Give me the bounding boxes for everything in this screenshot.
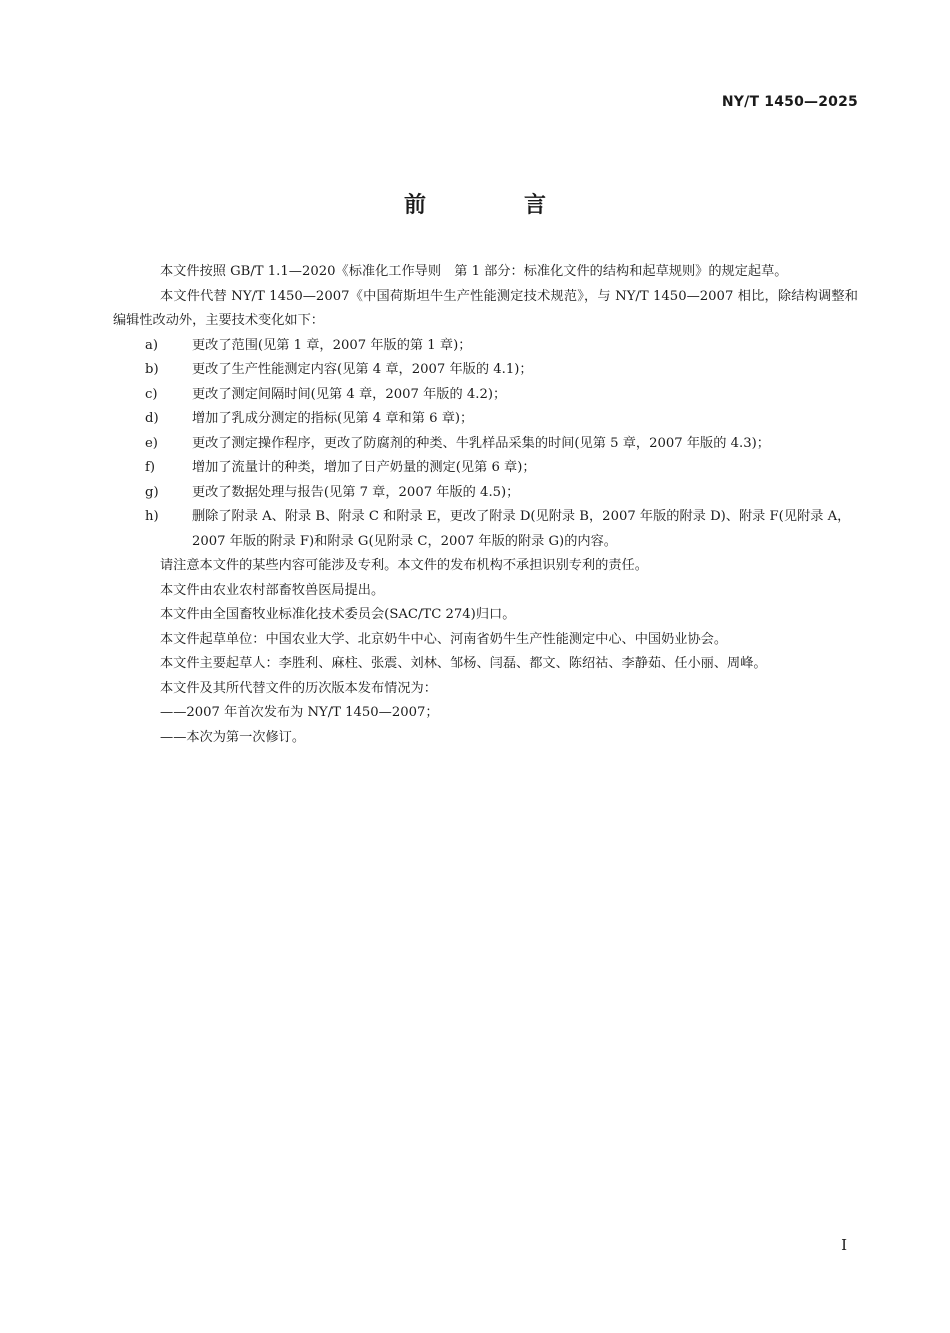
list-marker: a) bbox=[145, 337, 159, 353]
list-marker: b) bbox=[145, 362, 159, 377]
list-item bbox=[113, 505, 858, 554]
list-marker: d) bbox=[145, 411, 159, 426]
paragraph-history-intro: 本文件及其所代替文件的历次版本发布情况为： bbox=[160, 680, 437, 696]
paragraph-proposer: 本文件由农业农村部畜牧兽医局提出。 bbox=[160, 582, 385, 598]
standard-code: NY/T 1450—2025 bbox=[721, 94, 858, 110]
foreword-body bbox=[113, 260, 858, 750]
history-entry: ——2007 年首次发布为 NY/T 1450—2007； bbox=[160, 705, 439, 720]
list-marker: e) bbox=[145, 435, 158, 451]
list-marker: g) bbox=[145, 484, 159, 500]
paragraph-drafting-rules: 本文件按照 GB/T 1.1—2020《标准化工作导则 第 1 部分：标准化文件的结构和起草规则》的规定起草。 bbox=[160, 264, 788, 279]
list-marker: c) bbox=[145, 386, 158, 402]
list-item bbox=[113, 456, 858, 481]
list-item bbox=[113, 432, 858, 457]
list-item-text: 增加了流量计的种类，增加了日产奶量的测定(见第 6 章)； bbox=[192, 460, 536, 475]
list-item-text: 更改了测定操作程序，更改了防腐剂的种类、牛乳样品采集的时间(见第 5 章，2007 年版的 4.3)； bbox=[192, 435, 770, 451]
page-title: 前 言 bbox=[403, 193, 584, 218]
list-item bbox=[113, 407, 858, 432]
list-item bbox=[113, 334, 858, 359]
list-item bbox=[113, 383, 858, 408]
list-item-text: 更改了数据处理与报告(见第 7 章，2007 年版的 4.5)； bbox=[192, 484, 520, 500]
list-item bbox=[113, 481, 858, 506]
list-item-text: 更改了测定间隔时间(见第 4 章，2007 年版的 4.2)； bbox=[192, 386, 507, 402]
paragraph-drafters: 本文件主要起草人：李胜利、麻柱、张震、刘林、邹杨、闫磊、都文、陈绍祜、李静茹、任小丽、周峰。 bbox=[160, 656, 767, 671]
paragraph-committee: 本文件由全国畜牧业标准化技术委员会(SAC/TC 274)归口。 bbox=[160, 607, 516, 622]
paragraph-replacement: 本文件代替 NY/T 1450—2007《中国荷斯坦牛生产性能测定技术规范》，与 NY/T 1450—2007 相比，除结构调整和编辑性改动外，主要技术变化如下： bbox=[113, 288, 858, 328]
page-number: I bbox=[841, 1236, 847, 1254]
list-marker: h) bbox=[145, 509, 159, 524]
list-item-text: 增加了乳成分测定的指标(见第 4 章和第 6 章)； bbox=[192, 411, 474, 426]
list-item-text: 更改了范围(见第 1 章，2007 年版的第 1 章)； bbox=[192, 337, 472, 353]
paragraph-patent-notice: 请注意本文件的某些内容可能涉及专利。本文件的发布机构不承担识别专利的责任。 bbox=[160, 558, 648, 573]
history-entry: ——本次为第一次修订。 bbox=[160, 729, 306, 745]
list-item bbox=[113, 358, 858, 383]
paragraph-drafting-units: 本文件起草单位：中国农业大学、北京奶牛中心、河南省奶牛生产性能测定中心、中国奶业协会。 bbox=[160, 631, 728, 647]
list-item-text: 删除了附录 A、附录 B、附录 C 和附录 E，更改了附录 D(见附录 B，2007 年版的附录 D)、附录 F(见附录 A，2007 年版的附录 F)和附录 G(见附录 C，2007 年版的附录 G)的内容。 bbox=[192, 509, 851, 549]
list-marker: f) bbox=[145, 460, 156, 475]
list-item-text: 更改了生产性能测定内容(见第 4 章，2007 年版的 4.1)； bbox=[192, 362, 533, 377]
